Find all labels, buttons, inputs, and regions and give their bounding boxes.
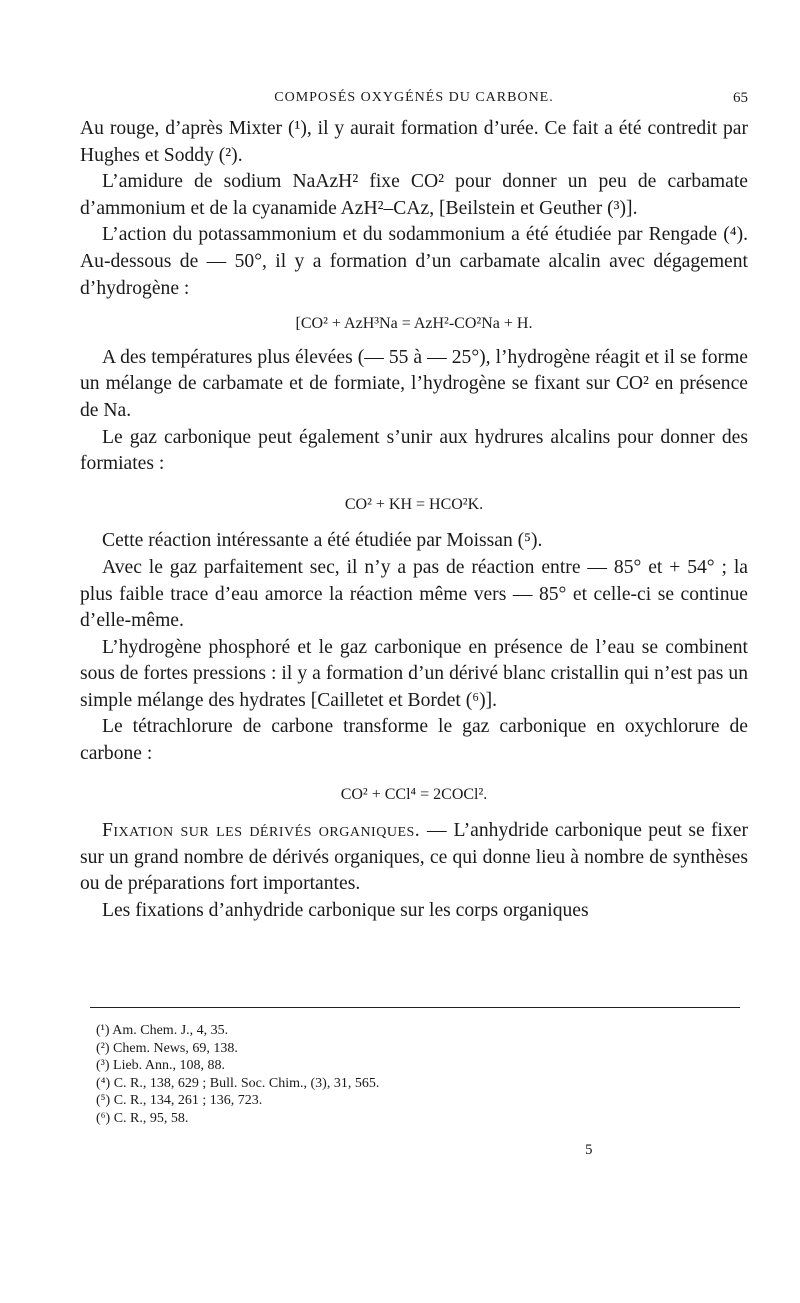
section-heading: Fixation sur les dérivés organiques. —: [102, 820, 448, 842]
paragraph-6: Cette réaction intéressante a été étudiée par Moissan (⁵).: [102, 530, 543, 552]
footnote-3: (³) Lieb. Ann., 108, 88.: [96, 1058, 226, 1073]
paragraph-8: L’hydrogène phosphoré et le gaz carbonique en présence de l’eau se combinent sous de fortes pressions : il y a formation d’un dérivé blanc cristallin qui n’est pas un simple mélange des hydrates [Cailletet et Bordet (⁶)].: [80, 636, 748, 711]
body-text: [80, 116, 748, 925]
paragraph-11: Les fixations d’anhydride carbonique sur les corps organiques: [102, 900, 589, 922]
paragraph-3: L’action du potassammonium et du sodammonium a été étudiée par Rengade (⁴). Au-dessous de — 50°, il y a formation d’un carbamate alcalin avec dégagement d’hydrogène :: [80, 224, 748, 299]
paragraph-10-text: L’anhydride carbonique peut se fixer sur un grand nombre de dérivés organiques, ce qui donne lieu à nombre de synthèses ou de préparations fort importantes.: [80, 820, 748, 895]
formula-formiate: CO² + KH = HCO²K.: [344, 495, 484, 513]
paragraph-5: Le gaz carbonique peut également s’unir aux hydrures alcalins pour donner des formiates :: [80, 426, 748, 475]
footnote-6: (⁶) C. R., 95, 58.: [96, 1110, 189, 1126]
footnote-5: (⁵) C. R., 134, 261 ; 136, 723.: [96, 1093, 263, 1108]
paragraph-2: L’amidure de sodium NaAzH² fixe CO² pour donner un peu de carbamate d’ammonium et de la cyanamide AzH²–CAz, [Beilstein et Geuther (³)].: [80, 171, 748, 219]
formula-oxychlorure: CO² + CCl⁴ = 2COCl².: [340, 785, 488, 803]
footnote-4: (⁴) C. R., 138, 629 ; Bull. Soc. Chim., (3), 31, 565.: [96, 1075, 380, 1091]
paragraph-4: A des températures plus élevées (— 55 à — 25°), l’hydrogène réagit et il se forme un mélange de carbamate et de formiate, l’hydrogène se fixant sur CO² en présence de Na.: [80, 346, 748, 421]
signature-mark: 5: [585, 1142, 593, 1158]
running-head: COMPOSÉS OXYGÉNÉS DU CARBONE.: [274, 90, 554, 105]
footnote-1: (¹) Am. Chem. J., 4, 35.: [96, 1023, 229, 1038]
paragraph-7: Avec le gaz parfaitement sec, il n’y a pas de réaction entre — 85° et + 54° ; la plus faible trace d’eau amorce la réaction même vers — 85° et celle-ci se continue d’elle-même.: [80, 556, 748, 632]
footnotes: [96, 1022, 736, 1127]
paragraph-1: Au rouge, d’après Mixter (¹), il y aurait formation d’urée. Ce fait a été contredit par Hughes et Soddy (²).: [80, 118, 748, 166]
paragraph-9: Le tétrachlorure de carbone transforme le gaz carbonique en oxychlorure de carbone :: [80, 716, 748, 765]
footnote-2: (²) Chem. News, 69, 138.: [96, 1040, 238, 1056]
page-number: 65: [733, 90, 748, 106]
page-header: [80, 90, 748, 112]
formula-potassammonium: [CO² + AzH³Na = AzH²-CO²Na + H.: [295, 315, 533, 333]
paragraph-10: [80, 818, 748, 898]
footnote-rule: [90, 1007, 740, 1008]
